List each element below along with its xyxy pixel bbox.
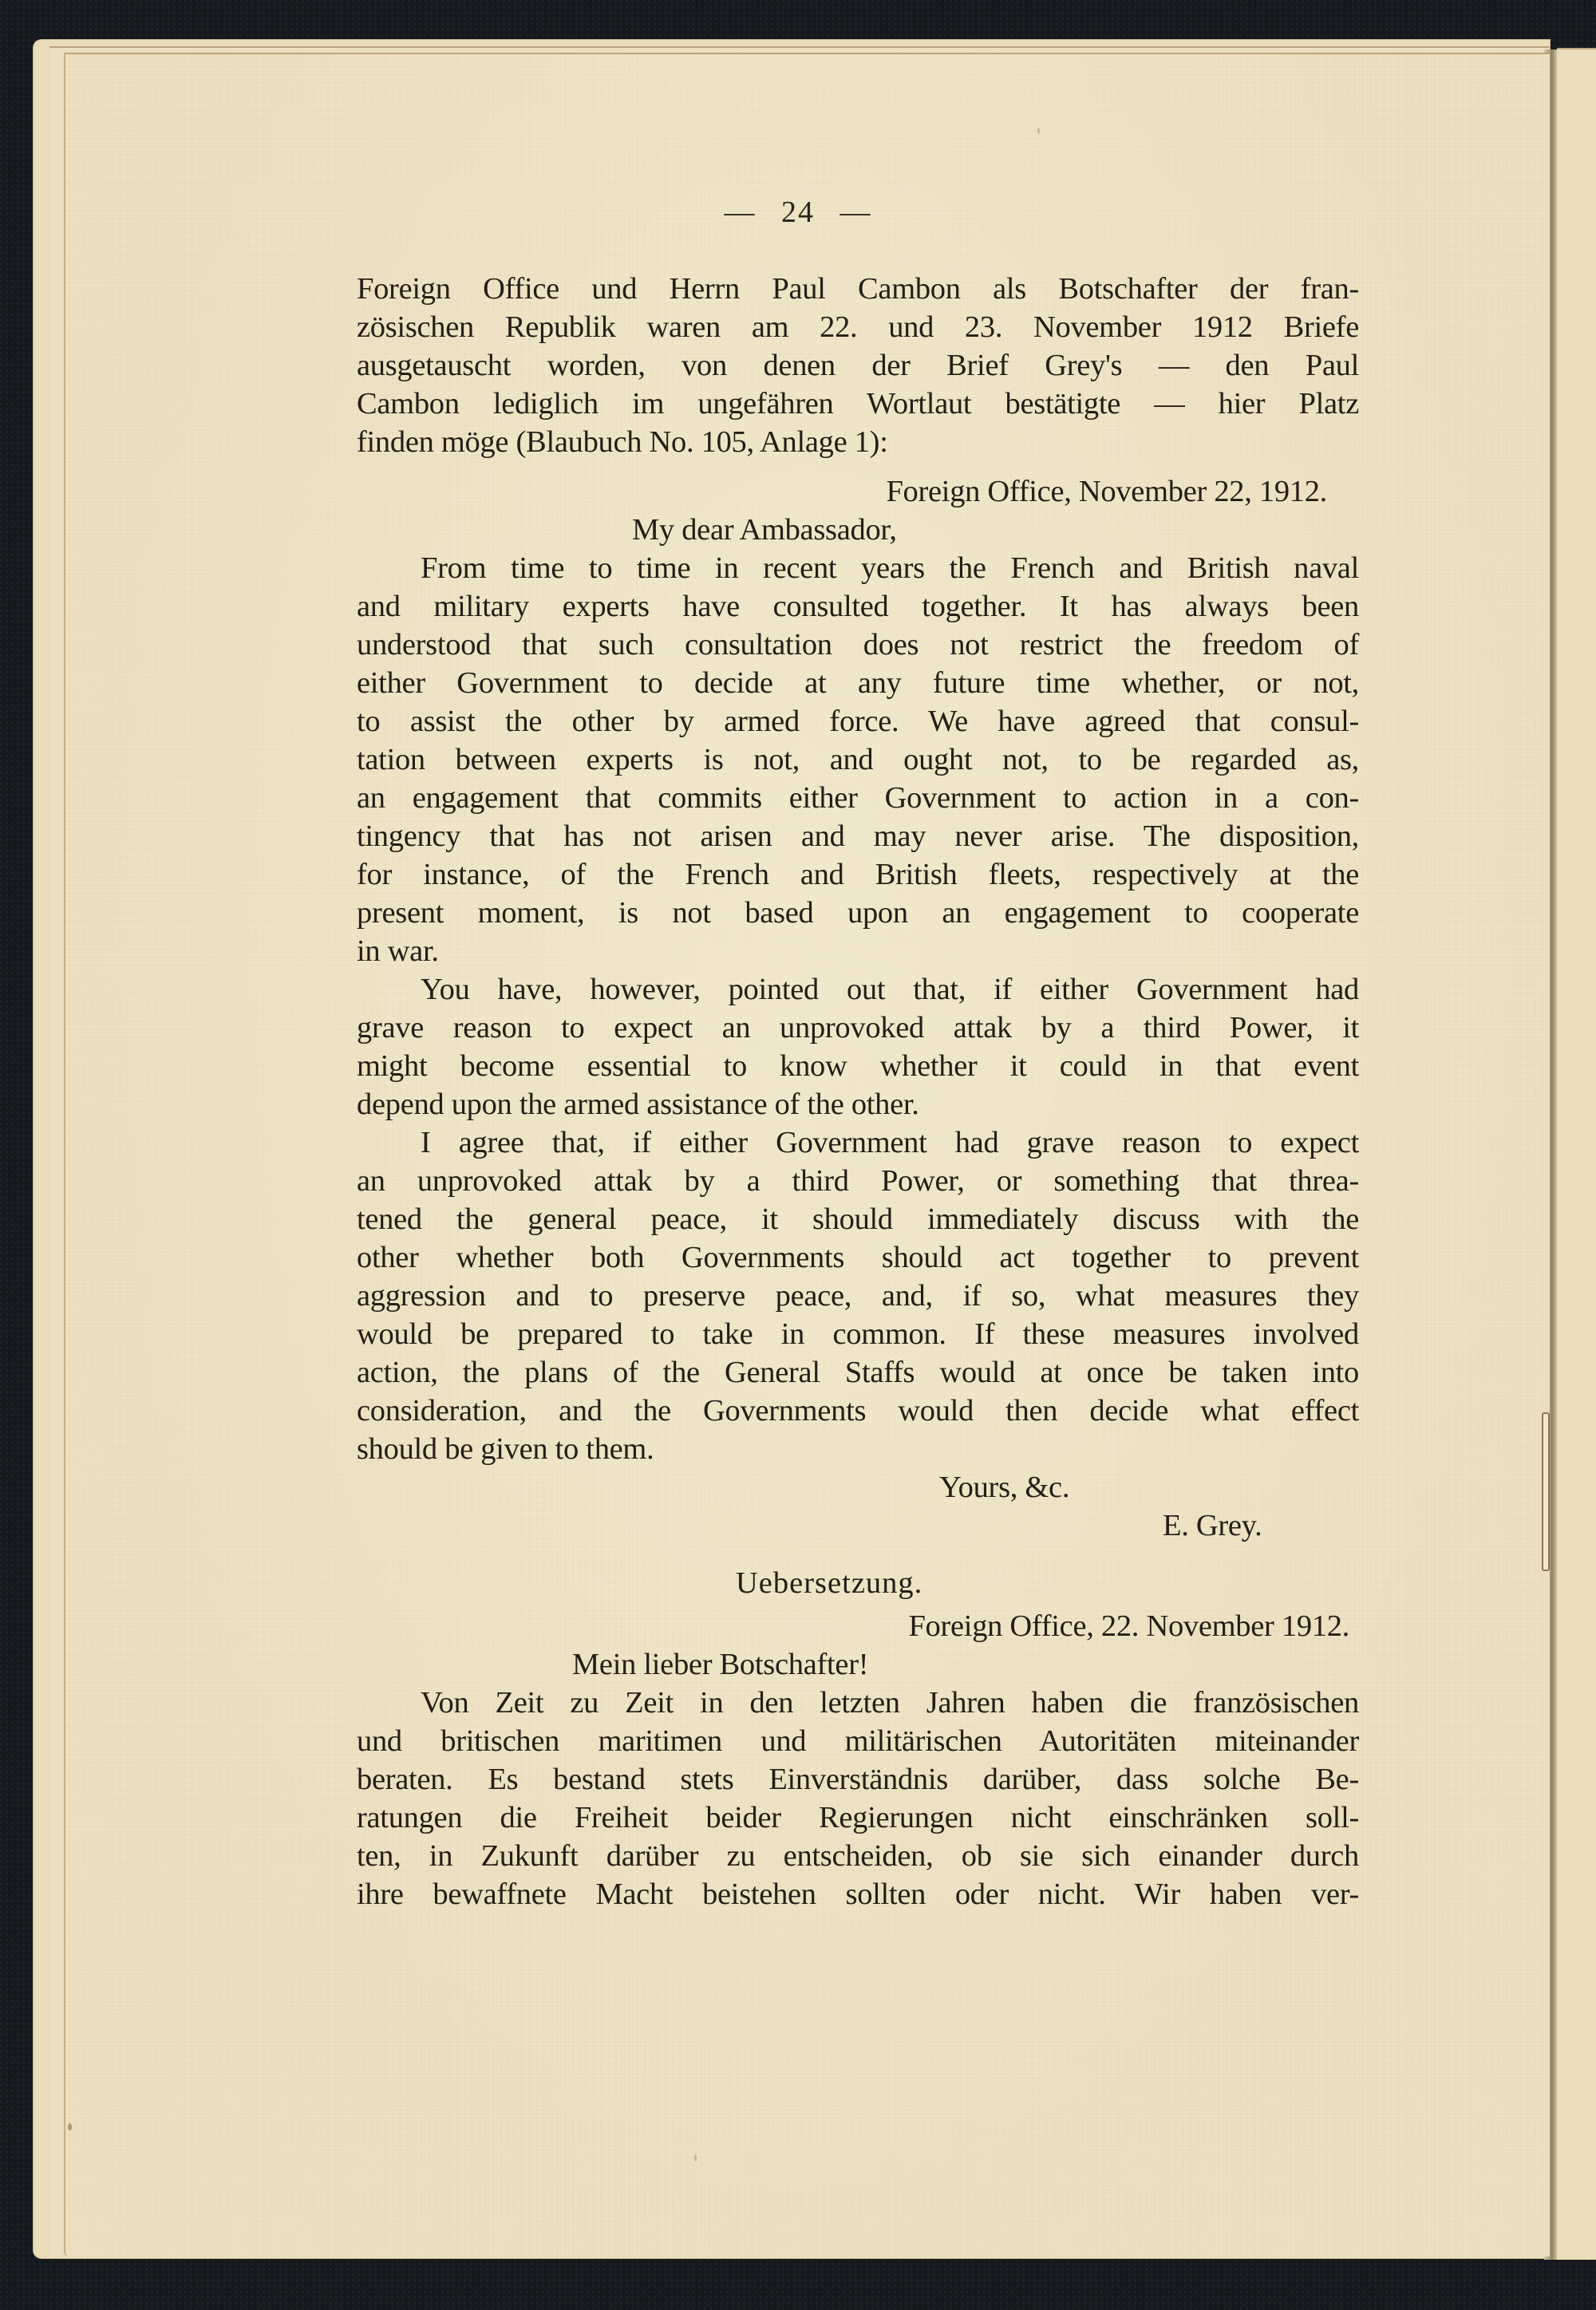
- intro-paragraph: [357, 270, 1359, 461]
- letter-paragraph-2: [357, 970, 1359, 1123]
- text-line: understood that such consultation does not restrict the freedom of: [357, 628, 1359, 661]
- translation-salutation: Mein lieber Botschafter!: [572, 1648, 869, 1681]
- page-number-dash-left: —: [724, 195, 757, 229]
- staple-icon: [1542, 1412, 1550, 1571]
- page-body: [357, 270, 1359, 1913]
- letter-signature: E. Grey.: [1163, 1509, 1262, 1542]
- paper-speck: [694, 2154, 697, 2162]
- translation-section: [357, 1564, 1359, 1913]
- letter-salutation: My dear Ambassador,: [632, 513, 897, 547]
- text-line: consideration, and the Governments would then decide what effect: [357, 1394, 1359, 1427]
- text-line: tingency that has not arisen and may never arise. The disposition,: [357, 819, 1359, 853]
- text-line: and military experts have consulted together. It has always been: [357, 590, 1359, 623]
- text-line: und britischen maritimen und militärischen Autoritäten miteinander: [357, 1724, 1359, 1758]
- paper-speck: [1037, 128, 1040, 134]
- text-line: for instance, of the French and British fleets, respectively at the: [357, 858, 1359, 891]
- text-line: Von Zeit zu Zeit in den letzten Jahren haben die französischen: [421, 1686, 1359, 1720]
- text-line: other whether both Governments should act together to prevent: [357, 1241, 1359, 1274]
- translation-dateline: Foreign Office, 22. November 1912.: [908, 1609, 1349, 1643]
- text-line: Foreign Office und Herrn Paul Cambon als Botschafter der fran-: [357, 272, 1359, 306]
- text-line: should be given to them.: [357, 1432, 654, 1466]
- text-line: an unprovoked attak by a third Power, or something that threa-: [357, 1164, 1359, 1198]
- text-line: finden möge (Blaubuch No. 105, Anlage 1):: [357, 425, 888, 459]
- text-line: present moment, is not based upon an engagement to cooperate: [357, 896, 1359, 930]
- text-line: I agree that, if either Government had grave reason to expect: [421, 1126, 1359, 1159]
- page-number-dash-right: —: [839, 195, 872, 229]
- letter-dateline: Foreign Office, November 22, 1912.: [886, 475, 1327, 508]
- text-line: in war.: [357, 934, 439, 968]
- text-line: to assist the other by armed force. We have agreed that consul-: [357, 705, 1359, 738]
- text-line: either Government to decide at any future time whether, or not,: [357, 666, 1359, 700]
- letter-english: [357, 472, 1359, 1545]
- spacer: [357, 1545, 1359, 1564]
- page-number-value: 24: [781, 195, 815, 229]
- text-line: You have, however, pointed out that, if either Government had: [421, 973, 1359, 1006]
- text-line: ratungen die Freiheit beider Regierungen nicht einschränken soll-: [357, 1801, 1359, 1834]
- letter-paragraph-1: [357, 549, 1359, 970]
- text-line: tened the general peace, it should immediately discuss with the: [357, 1202, 1359, 1236]
- adjacent-page-edge: [1557, 48, 1596, 2260]
- text-line: From time to time in recent years the French and British naval: [421, 551, 1359, 585]
- text-line: beraten. Es bestand stets Einverständnis darüber, dass solche Be-: [357, 1763, 1359, 1796]
- text-line: zösischen Republik waren am 22. und 23. November 1912 Briefe: [357, 310, 1359, 344]
- paper-speck: [68, 2123, 72, 2130]
- text-line: ausgetauscht worden, von denen der Brief Grey's — den Paul: [357, 349, 1359, 382]
- text-line: would be prepared to take in common. If these measures involved: [357, 1317, 1359, 1351]
- text-line: action, the plans of the General Staffs would at once be taken into: [357, 1356, 1359, 1389]
- spacer: [357, 461, 1359, 472]
- text-line: an engagement that commits either Government to action in a con-: [357, 781, 1359, 815]
- text-line: ihre bewaffnete Macht beistehen sollten oder nicht. Wir haben ver-: [357, 1878, 1359, 1911]
- text-line: aggression and to preserve peace, and, if so, what measures they: [357, 1279, 1359, 1313]
- text-line: depend upon the armed assistance of the other.: [357, 1088, 919, 1121]
- text-line: Cambon lediglich im ungefähren Wortlaut bestätigte — hier Platz: [357, 387, 1359, 421]
- text-line: ten, in Zukunft darüber zu entscheiden, ob sie sich einander durch: [357, 1839, 1359, 1873]
- text-line: might become essential to know whether it could in that event: [357, 1049, 1359, 1083]
- page-number: [0, 195, 1596, 230]
- translation-heading: Uebersetzung.: [736, 1566, 923, 1600]
- text-line: grave reason to expect an unprovoked attak by a third Power, it: [357, 1011, 1359, 1044]
- letter-paragraph-3: [357, 1123, 1359, 1468]
- text-line: tation between experts is not, and ought not, to be regarded as,: [357, 743, 1359, 776]
- translation-paragraph-1: [357, 1684, 1359, 1913]
- letter-closing: Yours, &c.: [939, 1471, 1070, 1504]
